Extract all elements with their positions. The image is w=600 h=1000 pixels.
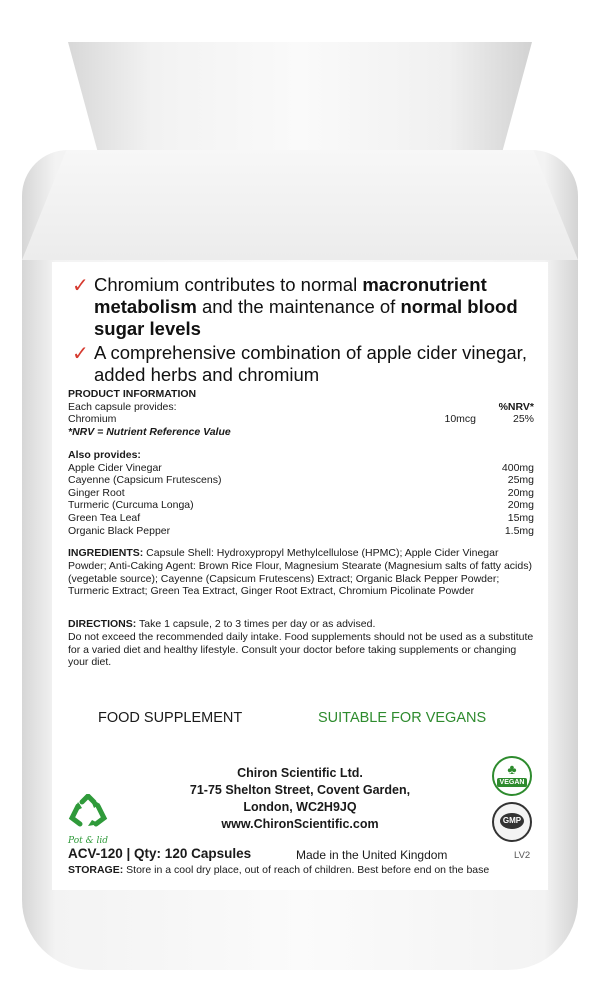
leaf-icon: ♣ [507, 761, 517, 777]
recycle-icon [66, 794, 110, 830]
ingredients-text [68, 547, 538, 598]
list-item [68, 487, 534, 500]
ingredient-amount: 15mg [507, 511, 534, 524]
company-street: 71-75 Shelton Street, Covent Garden, [189, 783, 411, 797]
company-city: London, WC2H9JQ [243, 800, 357, 814]
checkmark-icon: ✓ [72, 343, 89, 365]
product-code: ACV-120 | Qty: 120 Capsules [68, 846, 252, 861]
ingredient-amount: 20mg [507, 486, 534, 499]
gmp-badge-text: GMP [500, 813, 524, 829]
chromium-nrv: 25% [512, 413, 534, 426]
claim-text: and the maintenance of [196, 296, 401, 317]
list-item [68, 474, 534, 487]
claim-1 [72, 274, 546, 340]
nrv-header: %NRV* [498, 400, 534, 413]
vegan-label: SUITABLE FOR VEGANS [318, 710, 487, 726]
ingredients-label: INGREDIENTS: [68, 547, 144, 559]
ingredient-name: Apple Cider Vinegar [68, 461, 162, 474]
ingredient-amount: 400mg [501, 461, 534, 474]
food-supplement-label: FOOD SUPPLEMENT [98, 710, 243, 726]
directions-warning: Do not exceed the recommended daily intake. Food supplements should not be used as a substitute for a varied diet and healthy lifestyle. Consult your doctor before taking supplements or changing your diet. [68, 630, 534, 669]
checkmark-icon: ✓ [72, 275, 89, 297]
claim-2 [72, 342, 546, 386]
company-address [150, 765, 450, 833]
storage-label: STORAGE: [68, 864, 124, 876]
chromium-name: Chromium [68, 413, 117, 426]
also-provides-heading: Also provides: [68, 449, 141, 461]
vegan-badge-text: VEGAN [497, 778, 527, 787]
product-info-heading: PRODUCT INFORMATION [68, 388, 197, 400]
bottle-shoulder [22, 150, 578, 260]
claim-text: Chromium contributes to normal [94, 274, 363, 295]
chromium-amount: 10mcg [444, 413, 476, 426]
ingredient-name: Turmeric (Curcuma Longa) [68, 499, 194, 512]
company-website: www.ChironScientific.com [221, 817, 379, 831]
gmp-badge [492, 802, 532, 842]
directions-body: Take 1 capsule, 2 to 3 times per day or as advised. [136, 618, 376, 630]
vegan-badge [492, 756, 532, 796]
ingredient-amount: 25mg [507, 474, 534, 487]
ingredient-name: Ginger Root [68, 486, 125, 499]
also-provides [68, 449, 534, 537]
recycle-badge [66, 794, 110, 846]
list-item [68, 462, 534, 475]
ingredient-name: Green Tea Leaf [68, 511, 141, 524]
recycle-text: Pot & lid [68, 836, 108, 846]
nrv-note: *NRV = Nutrient Reference Value [68, 425, 231, 438]
claim-bold-text: macronutrient metabolism [94, 274, 487, 317]
made-in: Made in the United Kingdom [296, 848, 448, 862]
ingredient-amount: 1.5mg [504, 524, 534, 537]
claim-bold-text: normal blood sugar levels [94, 296, 518, 339]
claim-text: A comprehensive combination of apple cider vinegar, added herbs and chromium [94, 342, 527, 385]
list-item [68, 499, 534, 512]
ingredient-name: Organic Black Pepper [68, 524, 171, 537]
each-capsule-label: Each capsule provides: [68, 400, 177, 413]
ingredient-amount: 20mg [507, 499, 534, 512]
list-item [68, 525, 534, 538]
directions-text [68, 618, 538, 669]
directions-label: DIRECTIONS: [68, 618, 137, 630]
product-info [68, 388, 534, 438]
storage-body: Store in a cool dry place, out of reach of children. Best before end on the base [123, 864, 490, 876]
bottle-lid [68, 42, 532, 162]
label-version: LV2 [514, 850, 531, 861]
company-name: Chiron Scientific Ltd. [237, 766, 363, 780]
list-item [68, 512, 534, 525]
storage-text [68, 864, 538, 876]
ingredient-name: Cayenne (Capsicum Frutescens) [68, 474, 222, 487]
ingredients-body: Capsule Shell: Hydroxypropyl Methylcellulose (HPMC); Apple Cider Vinegar Powder; Anti-Caking Agent: Brown Rice Flour, Magnesium Stearate (Magnesium salts of fatty acids) (vegetable source); Cayenne (Capsicum Frutescens) Extract; Organic Black Pepper Powder; Turmeric Extract; Green Tea Extract, Ginger Root Extract, Chromium Picolinate Powder [68, 547, 532, 598]
